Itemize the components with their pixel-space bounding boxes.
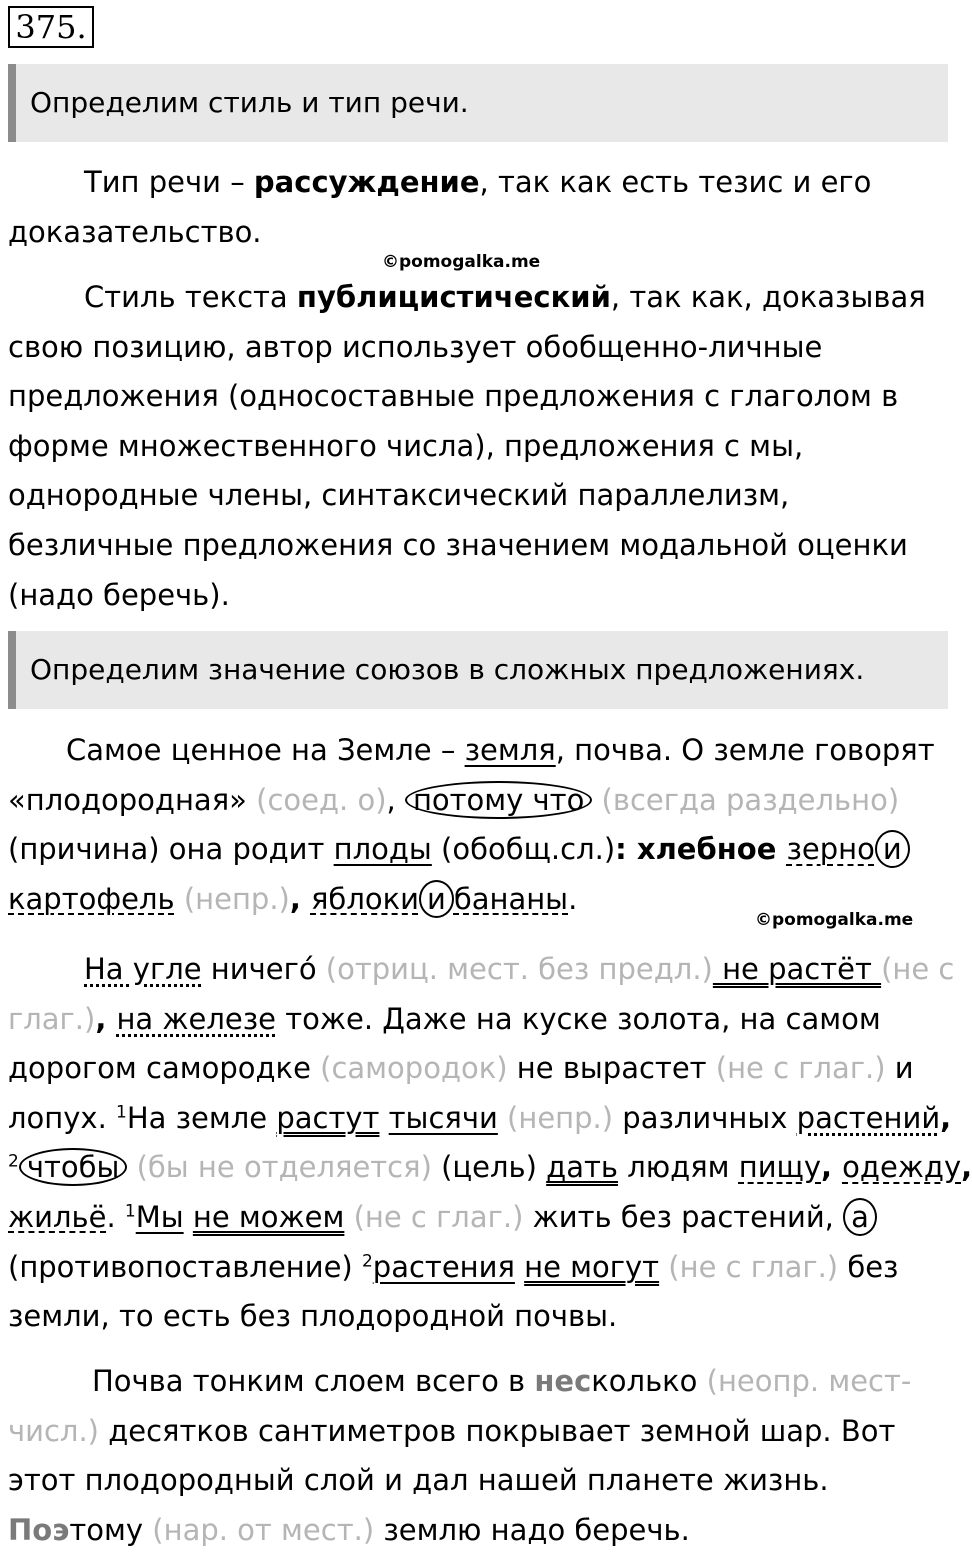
text-fragment: нес [534, 1364, 592, 1398]
conjunction-circle: чтобы [19, 1148, 128, 1186]
text-fragment: людям [617, 1150, 739, 1185]
section-header-conjunctions: Определим значение союзов в сложных предложениях. [8, 631, 948, 709]
text-fragment: тоже. Даже на куске золота, на самом [276, 1001, 881, 1036]
text-fragment: 2 [361, 1250, 373, 1271]
text-fragment: (неопр. мест- [706, 1364, 912, 1398]
text-fragment: . [568, 881, 578, 916]
text-fragment: и [885, 1051, 914, 1086]
text-fragment [8, 945, 958, 995]
text-fragment: 1 [116, 1102, 127, 1123]
text-fragment: (самородок) [320, 1051, 508, 1086]
text-fragment: (всегда раздельно) [592, 782, 900, 817]
text-fragment: безличные предложения со значением модальной оценки [8, 527, 908, 562]
text-fragment: пищу [738, 1150, 822, 1185]
text-fragment [8, 1407, 958, 1457]
text-fragment: не могут [524, 1249, 660, 1284]
text-fragment: (отриц. мест. без предл.) [325, 952, 713, 986]
paragraph-speech-type [8, 158, 958, 257]
text-fragment: не можем [192, 1199, 345, 1234]
text-fragment: этот плодородный слой и дал нашей планете жизнь. [8, 1463, 829, 1498]
text-fragment [8, 1044, 958, 1094]
text-fragment: На углe [84, 952, 202, 986]
text-fragment: (нар. от мест.) [152, 1512, 375, 1547]
text-fragment: плоды [333, 832, 432, 867]
text-fragment: (причина) она родит [8, 832, 334, 867]
text-fragment [184, 1200, 193, 1234]
text-fragment: Мы [135, 1199, 184, 1234]
text-fragment: , [95, 1001, 117, 1036]
text-fragment [8, 825, 958, 875]
text-fragment: растений [796, 1100, 941, 1135]
text-fragment: (бы не отделяется) [127, 1150, 432, 1185]
text-fragment [8, 995, 958, 1045]
text-fragment: не вырастет [507, 1051, 716, 1086]
text-fragment [8, 1094, 958, 1144]
text-fragment: (противопоставление) [8, 1249, 362, 1284]
text-fragment: дорогом самородке [8, 1051, 321, 1086]
text-fragment: тому [69, 1512, 153, 1547]
text-fragment [8, 273, 958, 323]
text-fragment: яблоки [310, 881, 419, 916]
text-fragment: , [821, 1150, 843, 1185]
text-fragment: зерно [786, 832, 875, 867]
text-fragment: растут [276, 1100, 380, 1135]
text-fragment: однородные члены, синтаксический параллелизм, [8, 478, 790, 513]
text-fragment: 2 [8, 1151, 19, 1172]
text-fragment: . [106, 1199, 125, 1234]
paragraph-analysis-3 [8, 1357, 958, 1555]
text-fragment: различных [613, 1100, 797, 1135]
conjunction-circle: и [419, 880, 454, 918]
text-fragment [515, 1250, 524, 1284]
text-fragment: лопух. [8, 1100, 116, 1135]
conjunction-circle: потому что [405, 781, 592, 819]
text-fragment: числ.) [8, 1413, 99, 1448]
text-fragment: жить без растений, [523, 1199, 844, 1234]
text-fragment: глаг.) [8, 1001, 96, 1036]
text-fragment: землю надо беречь. [374, 1512, 690, 1547]
text-fragment: свою позицию, автор использует обобщенно-личные [8, 329, 823, 364]
text-fragment [8, 776, 958, 826]
text-fragment: На земле [126, 1100, 277, 1135]
text-fragment: публицистический [296, 280, 611, 314]
text-fragment [8, 158, 958, 208]
text-fragment: не растёт [712, 952, 882, 986]
text-fragment: (надо беречь). [8, 577, 230, 612]
text-fragment: (не с глаг.) [715, 1051, 886, 1086]
text-fragment: Самое [66, 733, 171, 767]
text-fragment: тысячи [388, 1100, 498, 1135]
text-fragment [8, 1193, 958, 1243]
text-fragment: Стиль текста [84, 280, 297, 314]
text-fragment: Тип речи – [84, 165, 254, 199]
conjunction-circle: а [843, 1198, 877, 1236]
text-fragment [8, 1243, 958, 1293]
paragraph-analysis-2 [8, 945, 972, 1342]
text-fragment: 1 [124, 1201, 136, 1222]
watermark: ©pomogalka.me [382, 252, 541, 272]
text-fragment: , [940, 1100, 952, 1135]
text-fragment: (обобщ.сл.) [431, 832, 616, 867]
text-fragment: без [838, 1249, 899, 1284]
text-fragment: , [961, 1150, 972, 1185]
text-fragment: (соед. о) [256, 782, 387, 817]
paragraph-analysis-1 [8, 726, 958, 924]
text-fragment: (цель) [431, 1150, 547, 1185]
paragraph-text-style [8, 273, 958, 620]
text-fragment: Почва тонким слоем всего в [92, 1364, 535, 1398]
text-fragment [8, 1143, 972, 1193]
text-fragment: ценное [170, 733, 282, 767]
text-fragment: земли, то есть без плодородной почвы. [8, 1299, 618, 1334]
text-fragment: «плодородная» [8, 782, 257, 817]
text-fragment: предложения (односоставные предложения с глаголом в [8, 379, 899, 414]
text-fragment: жильё [8, 1199, 107, 1234]
text-fragment: , так как есть тезис и его [479, 165, 872, 199]
text-fragment: колько [591, 1364, 707, 1398]
text-fragment: растения [372, 1249, 515, 1284]
text-fragment: (не с глаг.) [344, 1199, 524, 1234]
text-fragment: (непр.) [497, 1100, 614, 1135]
text-fragment: (непр.) [174, 881, 290, 916]
text-fragment: (не с глаг.) [659, 1249, 839, 1284]
watermark: ©pomogalka.me [755, 910, 914, 930]
text-fragment: : хлебное [615, 832, 787, 867]
text-fragment: ничегó [201, 952, 326, 986]
section-header-style: Определим стиль и тип речи. [8, 64, 948, 142]
text-fragment: , так как, доказывая [610, 280, 926, 314]
text-fragment: , почва. О земле говорят [555, 733, 935, 767]
text-fragment [8, 726, 958, 776]
text-fragment: доказательство. [8, 214, 262, 249]
conjunction-circle: и [875, 830, 910, 868]
text-fragment: (не с [881, 952, 955, 986]
text-fragment [8, 1506, 958, 1555]
text-fragment: Поэ [8, 1512, 70, 1547]
text-fragment [379, 1101, 388, 1135]
text-fragment: десятков сантиметров покрывает земной шар. Вот [99, 1413, 896, 1448]
text-fragment: на Земле – [281, 733, 465, 767]
text-fragment: , [386, 782, 405, 817]
text-fragment: одежду [842, 1150, 962, 1185]
text-fragment: на железе [116, 1001, 276, 1036]
text-fragment: картофель [8, 881, 175, 916]
text-fragment: , [289, 881, 311, 916]
exercise-number: 375. [8, 6, 94, 48]
text-fragment: рассуждение [253, 165, 480, 199]
text-fragment [8, 1357, 958, 1407]
text-fragment: дать [546, 1150, 618, 1185]
text-fragment: бананы [453, 881, 569, 916]
text-fragment: земля [464, 733, 556, 767]
text-fragment: форме множественного числа), предложения с мы, [8, 428, 804, 463]
